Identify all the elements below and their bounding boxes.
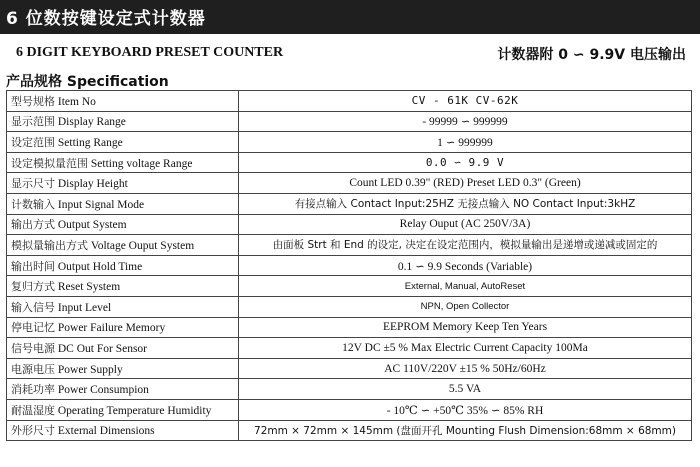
spec-value-cell: 0.1 ∽ 9.9 Seconds (Variable) [239, 255, 692, 276]
spec-label-cell [7, 214, 239, 235]
spec-value-cell: 72mm × 72mm × 145mm (盘面开孔 Mounting Flush Dimension:68mm × 68mm) [239, 420, 692, 441]
spec-label-en: Power Consumpion [57, 384, 149, 397]
spec-value-cell: 1 ∽ 999999 [239, 132, 692, 153]
spec-label-zh: 设定模拟量范围 [11, 156, 88, 170]
spec-label-cell [7, 173, 239, 194]
spec-label-cell [7, 338, 239, 359]
product-feature-note: 计数器附 0 ∽ 9.9V 电压输出 [497, 47, 686, 63]
spec-label-zh: 消耗功率 [11, 383, 55, 397]
spec-label-zh: 设定范围 [11, 135, 55, 149]
spec-label-zh: 停电记忆 [11, 321, 55, 335]
table-row [7, 152, 692, 173]
table-row [7, 132, 692, 153]
spec-label-zh: 输入信号 [11, 300, 55, 314]
table-row [7, 255, 692, 276]
spec-value-cell: CV - 61K CV-62K [239, 91, 692, 112]
spec-value-cell: AC 110V/220V ±15 % 50Hz/60Hz [239, 358, 692, 379]
spec-label-zh: 输出时间 [11, 259, 55, 273]
spec-label-en: Setting voltage Range [90, 157, 193, 170]
spec-label-cell [7, 235, 239, 256]
spec-value-cell: Count LED 0.39" (RED) Preset LED 0.3" (Green) [239, 173, 692, 194]
spec-value-cell: 有接点输入 Contact Input:25HZ 无接点输入 NO Contact Input:3kHZ [239, 193, 692, 214]
spec-label-en: Operating Temperature Humidity [57, 404, 212, 417]
table-row [7, 173, 692, 194]
product-subtitle: 6 DIGIT KEYBOARD PRESET COUNTER [16, 45, 284, 60]
spec-label-zh: 计数输入 [11, 197, 55, 211]
table-row [7, 379, 692, 400]
spec-label-cell [7, 379, 239, 400]
table-row [7, 420, 692, 441]
spec-value-cell: 由面板 Strt 和 End 的设定, 决定在设定范围内，模拟量输出是递增或递减或固定的 [239, 235, 692, 256]
spec-label-zh: 信号电源 [11, 341, 55, 355]
spec-label-en: Input Level [57, 301, 112, 314]
table-row [7, 214, 692, 235]
table-row [7, 193, 692, 214]
spec-label-en: Setting Range [57, 136, 123, 149]
spec-label-en: Input Signal Mode [57, 198, 145, 211]
spec-label-cell [7, 399, 239, 420]
spec-label-en: Power Failure Memory [57, 322, 166, 335]
table-row [7, 338, 692, 359]
spec-label-cell [7, 91, 239, 112]
page-title: 6 位数按键设定式计数器 [6, 9, 206, 29]
spec-label-cell [7, 358, 239, 379]
section-heading: 产品规格 Specification [6, 74, 169, 90]
table-row [7, 91, 692, 112]
table-row [7, 317, 692, 338]
spec-label-cell [7, 276, 239, 297]
spec-label-zh: 型号规格 [11, 94, 55, 108]
spec-table [6, 90, 692, 441]
spec-value-cell: External, Manual, AutoReset [239, 276, 692, 297]
table-row [7, 358, 692, 379]
spec-label-zh: 模拟量输出方式 [11, 238, 88, 252]
title-bar [0, 0, 700, 34]
spec-value-cell: EEPROM Memory Keep Ten Years [239, 317, 692, 338]
spec-label-en: Reset System [57, 281, 121, 294]
spec-value-cell: NPN, Open Collector [239, 296, 692, 317]
spec-label-cell [7, 420, 239, 441]
spec-label-cell [7, 255, 239, 276]
spec-label-en: DC Out For Sensor [57, 342, 148, 355]
spec-value-cell: Relay Ouput (AC 250V/3A) [239, 214, 692, 235]
spec-label-cell [7, 111, 239, 132]
spec-label-cell [7, 193, 239, 214]
table-row [7, 235, 692, 256]
spec-label-cell [7, 152, 239, 173]
spec-label-en: Display Height [57, 178, 128, 191]
spec-label-en: Item No [57, 95, 96, 108]
spec-label-zh: 外形尺寸 [11, 424, 55, 438]
spec-label-en: Voltage Ouput System [90, 239, 195, 252]
spec-label-en: Power Supply [57, 363, 123, 376]
spec-label-cell [7, 132, 239, 153]
spec-label-cell [7, 317, 239, 338]
spec-label-en: Output System [57, 219, 127, 232]
spec-label-en: Display Range [57, 116, 126, 129]
spec-label-zh: 电源电压 [11, 362, 55, 376]
spec-value-cell: 0.0 ∽ 9.9 V [239, 152, 692, 173]
table-row [7, 296, 692, 317]
spec-value-cell: - 99999 ∽ 999999 [239, 111, 692, 132]
spec-label-en: External Dimensions [57, 425, 155, 438]
spec-label-zh: 复归方式 [11, 280, 55, 294]
spec-value-cell: 12V DC ±5 % Max Electric Current Capacity 100Ma [239, 338, 692, 359]
spec-value-cell: 5.5 VA [239, 379, 692, 400]
table-row [7, 276, 692, 297]
table-row [7, 399, 692, 420]
spec-value-cell: - 10℃ ∽ +50℃ 35% ∽ 85% RH [239, 399, 692, 420]
spec-label-zh: 耐温湿度 [11, 403, 55, 417]
spec-label-cell [7, 296, 239, 317]
spec-label-en: Output Hold Time [57, 260, 143, 273]
spec-label-zh: 显示范围 [11, 115, 55, 129]
spec-label-zh: 输出方式 [11, 218, 55, 232]
spec-label-zh: 显示尺寸 [11, 177, 55, 191]
table-row [7, 111, 692, 132]
